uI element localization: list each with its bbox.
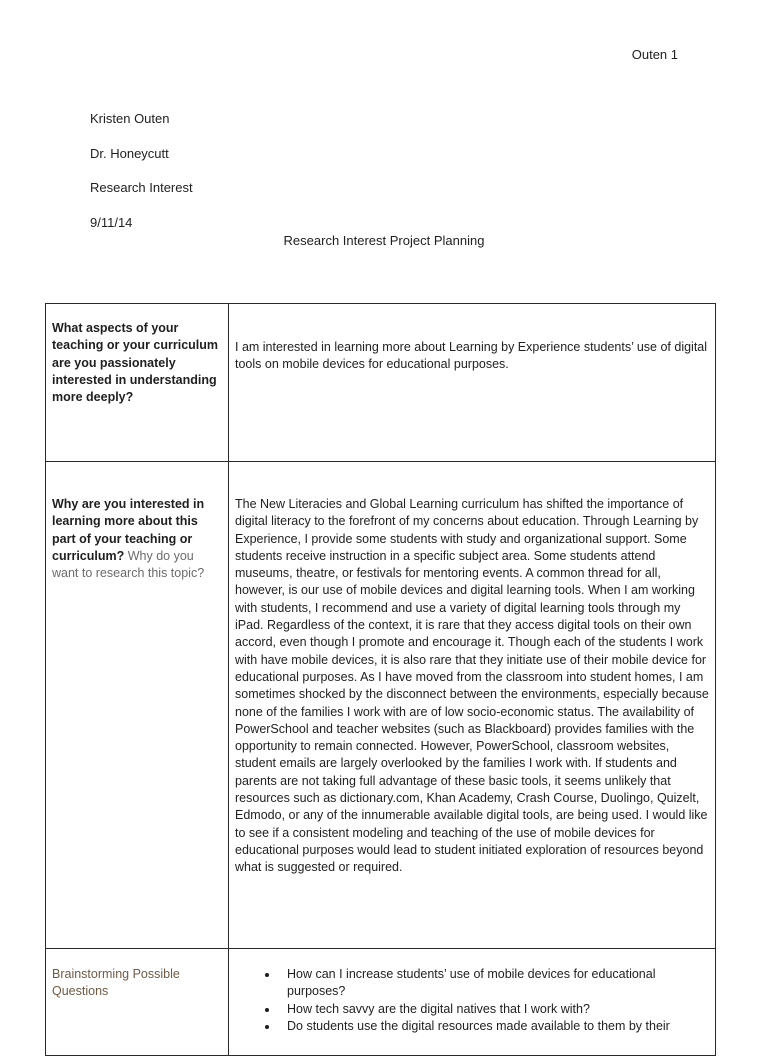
table-row [46, 949, 716, 1056]
answer-text: The New Literacies and Global Learning curriculum has shifted the importance of digital literacy to the forefront of my concerns about education. Through Learning by Experience, I provide some students with study and organizational support. Some students receive instruction in a specific subject area. Some students attend museums, theatre, or festivals for mentoring events. A common thread for all, however, is our use of mobile devices and digital learning tools. When I am working with students, I recommend and use a variety of digital learning tools through my iPad. Regardless of the context, it is rare that they access digital tools on their own accord, even though I promote and encourage it. Though each of the students I work with have mobile devices, it is also rare that they initiate use of their mobile device for educational purposes. As I have moved from the classroom into student homes, I am sometimes shocked by the disconnect between the environments, especially because none of the families I work with are of low socio-economic status. The availability of PowerSchool and teacher websites (such as Blackboard) provides families with the opportunity to remain connected. However, PowerSchool, classroom websites, student emails are largely overlooked by the families I work with. If students and parents are not taking full advantage of these basic tools, it seems unlikely that resources such as dictionary.com, Khan Academy, Crash Course, Duolingo, Quizelt, Edmodo, or any of the innumerable available digital tools, are being used. I would like to see if a consistent modeling and teaching of the use of mobile devices for educational purposes would lead to student initiated exploration of resources beyond what is suggested or required. [235, 497, 709, 875]
list-item: • How tech savvy are the digital natives that I work with? [279, 1001, 709, 1018]
answer-cell [229, 304, 716, 462]
list-item: • How can I increase students’ use of mobile devices for educational purposes? [279, 966, 709, 1001]
brainstorm-label: Brainstorming Possible Questions [52, 967, 180, 999]
table-row [46, 304, 716, 462]
planning-table [45, 303, 716, 1056]
page-number: Outen 1 [631, 47, 678, 62]
answer-cell [229, 462, 716, 949]
question-text: Why are you interested in learning more about this part of your teaching or curriculum? [52, 497, 205, 563]
instructor-name: Dr. Honeycutt [90, 146, 169, 161]
document-date: 9/11/14 [90, 215, 133, 230]
course-name: Research Interest [90, 180, 193, 195]
list-item: • Do students use the digital resources made available to them by their [279, 1018, 709, 1035]
answer-text: I am interested in learning more about Learning by Experience students’ use of digital tools on mobile devices for educational purposes. [235, 340, 708, 372]
answer-cell [229, 949, 716, 1056]
question-cell [46, 949, 229, 1056]
question-text: What aspects of your teaching or your curriculum are you passionately interested in understanding more deeply? [52, 321, 219, 405]
brainstorm-list [229, 966, 709, 1035]
table-row [46, 462, 716, 949]
question-cell [46, 304, 229, 462]
document-title: Research Interest Project Planning [283, 233, 485, 248]
question-cell [46, 462, 229, 949]
author-name: Kristen Outen [90, 111, 170, 126]
question-subtext: Why do you want to research this topic? [52, 548, 205, 581]
